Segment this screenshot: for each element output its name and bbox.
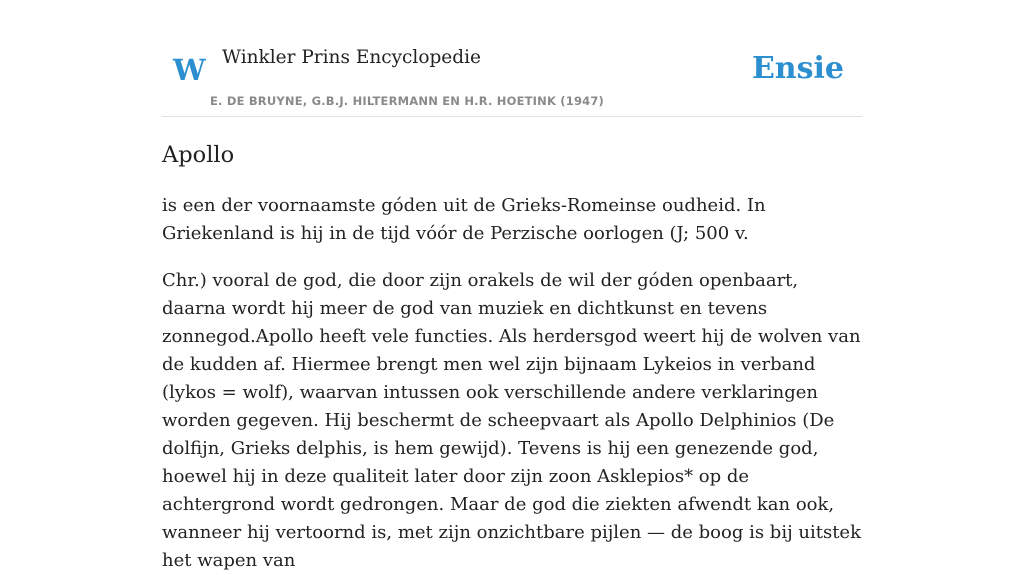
- article-headword: Apollo: [162, 142, 235, 168]
- article: [162, 136, 862, 575]
- article-paragraph: Chr.) vooral de god, die door zijn orakels de wil der góden openbaart, daarna wordt hij meer de god van muziek en dichtkunst en tevens zonnegod.Apollo heeft vele functies. Als herdersgod weert hij de wolven van de kudden af. Hiermee brengt men wel zijn bijnaam Lykeios in verband (lykos = wolf), waarvan intussen ook verschillende andere verklaringen worden gegeven. Hij beschermt de scheepvaart als Apollo Delphinios (De dolfijn, Grieks delphis, is hem gewijd). Tevens is hij een genezende god, hoewel hij in deze qualiteit later door zijn zoon Asklepios* op de achtergrond wordt gedrongen. Maar de god die ziekten afwendt kan ook, wanneer hij vertoornd is, met zijn onzichtbare pijlen — de boog is bij uitstek het wapen van: [162, 270, 861, 571]
- ensie-brand-logo[interactable]: Ensie: [751, 51, 844, 86]
- site-header: [162, 0, 862, 117]
- encyclopedia-logo[interactable]: W: [173, 53, 206, 87]
- article-paragraph: is een der voornaamste góden uit de Grieks-Romeinse oudheid. In Griekenland is hij in de tijd vóór de Perzische oorlogen (J; 500 v.: [162, 195, 766, 244]
- encyclopedia-authors: E. DE BRUYNE, G.B.J. HILTERMANN EN H.R. HOETINK (1947): [210, 94, 605, 108]
- encyclopedia-title[interactable]: Winkler Prins Encyclopedie: [222, 47, 481, 68]
